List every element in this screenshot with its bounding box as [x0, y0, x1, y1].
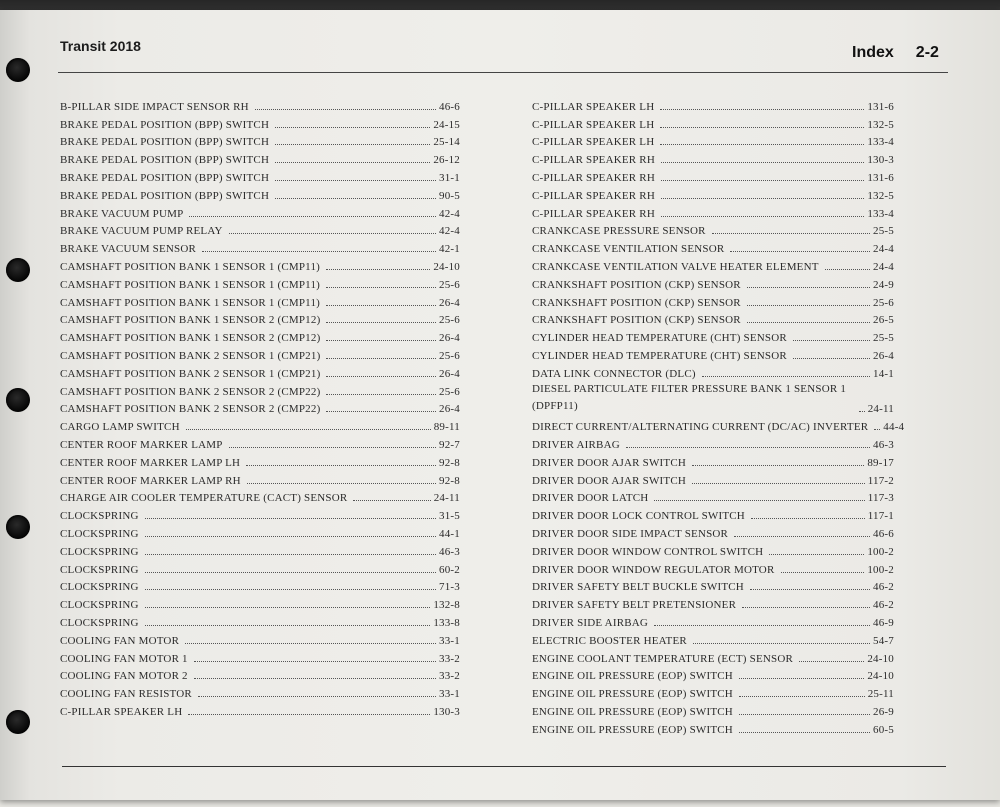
index-entry [60, 611, 460, 629]
index-entry [532, 682, 894, 700]
entry-name: COOLING FAN MOTOR 2 [60, 670, 188, 683]
header-rule [58, 72, 948, 73]
entry-page: 132-5 [867, 189, 894, 202]
entry-name: DRIVER DOOR AJAR SWITCH [532, 474, 687, 487]
index-entry [532, 255, 894, 273]
entry-name: CARGO LAMP SWITCH [60, 421, 180, 434]
entry-name: CYLINDER HEAD TEMPERATURE (CHT) SENSOR [532, 349, 787, 362]
index-entry [60, 362, 460, 380]
entry-name: CAMSHAFT POSITION BANK 1 SENSOR 1 (CMP11) [60, 278, 321, 291]
index-entry [532, 113, 894, 131]
entry-name: DRIVER SAFETY BELT BUCKLE SWITCH [532, 581, 744, 594]
entry-name: BRAKE PEDAL POSITION (BPP) SWITCH [60, 154, 270, 167]
index-entry [532, 237, 894, 255]
dot-leader [229, 447, 436, 448]
entry-page: 25-5 [873, 225, 894, 238]
entry-page: 46-3 [873, 438, 894, 451]
entry-page: 60-2 [439, 563, 460, 576]
entry-name: BRAKE VACUUM PUMP [60, 207, 184, 220]
index-entry [60, 451, 460, 469]
index-entry [532, 166, 894, 184]
index-entry [60, 148, 460, 166]
dot-leader [661, 162, 864, 163]
dot-leader [750, 589, 870, 590]
entry-page: 100-2 [867, 563, 894, 576]
entry-page: 90-5 [439, 189, 460, 202]
entry-page: 31-5 [439, 510, 460, 523]
entry-page: 26-4 [439, 296, 460, 309]
entry-name: CRANKSHAFT POSITION (CKP) SENSOR [532, 296, 741, 309]
index-entry [532, 362, 894, 380]
entry-name: BRAKE PEDAL POSITION (BPP) SWITCH [60, 118, 270, 131]
dot-leader [145, 607, 431, 608]
index-entry [60, 255, 460, 273]
dot-leader [859, 411, 865, 412]
dot-leader [692, 465, 864, 466]
index-entry [532, 309, 894, 327]
section-heading [852, 44, 939, 62]
entry-name: CENTER ROOF MARKER LAMP RH [60, 474, 241, 487]
index-entry [532, 291, 894, 309]
index-entry [60, 647, 460, 665]
dot-leader [626, 447, 870, 448]
entry-name: DRIVER SAFETY BELT PRETENSIONER [532, 599, 737, 612]
dot-leader [654, 625, 870, 626]
entry-name: C-PILLAR SPEAKER LH [532, 136, 655, 149]
dot-leader [781, 572, 865, 573]
dot-leader [194, 661, 436, 662]
entry-name: ENGINE OIL PRESSURE (EOP) SWITCH [532, 723, 733, 736]
entry-page: 24-4 [873, 243, 894, 256]
entry-name: CENTER ROOF MARKER LAMP LH [60, 456, 241, 469]
index-entry [532, 95, 894, 113]
dot-leader [275, 198, 436, 199]
dot-leader [793, 340, 870, 341]
index-entry [60, 700, 460, 718]
entry-name: CLOCKSPRING [60, 563, 139, 576]
entry-name: C-PILLAR SPEAKER RH [532, 189, 655, 202]
index-entry [532, 148, 894, 166]
entry-page: 24-11 [433, 492, 460, 505]
dot-leader [145, 554, 436, 555]
dot-leader [742, 607, 870, 608]
entry-page: 24-10 [867, 652, 894, 665]
binder-hole [6, 515, 30, 539]
entry-page: 117-3 [867, 492, 894, 505]
entry-name: CAMSHAFT POSITION BANK 1 SENSOR 1 (CMP11) [60, 260, 321, 273]
dot-leader [739, 714, 870, 715]
entry-name: ENGINE OIL PRESSURE (EOP) SWITCH [532, 688, 733, 701]
entry-page: 92-8 [439, 456, 460, 469]
index-entry [532, 184, 894, 202]
dot-leader [734, 536, 870, 537]
entry-name: CAMSHAFT POSITION BANK 1 SENSOR 2 (CMP12) [60, 314, 321, 327]
entry-name: DRIVER DOOR LOCK CONTROL SWITCH [532, 510, 745, 523]
entry-name: C-PILLAR SPEAKER LH [60, 705, 183, 718]
entry-page: 132-8 [433, 599, 460, 612]
entry-page: 25-6 [439, 385, 460, 398]
entry-page: 33-1 [439, 688, 460, 701]
dot-leader [326, 340, 436, 341]
dot-leader [275, 144, 430, 145]
index-entry [532, 487, 894, 505]
entry-page: 132-5 [867, 118, 894, 131]
entry-page: 92-8 [439, 474, 460, 487]
entry-page: 26-4 [873, 349, 894, 362]
dot-leader [702, 376, 870, 377]
index-entry [532, 433, 894, 451]
entry-name: CAMSHAFT POSITION BANK 1 SENSOR 2 (CMP12) [60, 332, 321, 345]
dot-leader [326, 411, 436, 412]
index-entry [532, 665, 894, 683]
entry-name: DRIVER AIRBAG [532, 438, 620, 451]
entry-page: 60-5 [873, 723, 894, 736]
dot-leader [326, 269, 430, 270]
dot-leader [202, 251, 436, 252]
dot-leader [145, 589, 436, 590]
entry-name: CYLINDER HEAD TEMPERATURE (CHT) SENSOR [532, 332, 787, 345]
entry-name: CRANKSHAFT POSITION (CKP) SENSOR [532, 314, 741, 327]
index-entry [60, 415, 460, 433]
entry-name: COOLING FAN RESISTOR [60, 688, 192, 701]
entry-page: 46-9 [873, 616, 894, 629]
index-entry [60, 202, 460, 220]
entry-page: 24-15 [433, 118, 460, 131]
entry-page: 46-6 [439, 100, 460, 113]
entry-page: 33-2 [439, 652, 460, 665]
entry-name: DIRECT CURRENT/ALTERNATING CURRENT (DC/AC) INVERTER [532, 421, 869, 434]
entry-name: CENTER ROOF MARKER LAMP [60, 438, 223, 451]
index-entry [532, 647, 894, 665]
dot-leader [145, 518, 436, 519]
entry-name: CAMSHAFT POSITION BANK 2 SENSOR 2 (CMP22) [60, 385, 321, 398]
binder-hole [6, 388, 30, 412]
entry-page: 46-2 [873, 581, 894, 594]
entry-page: 89-17 [867, 456, 894, 469]
index-entry [60, 682, 460, 700]
entry-page: 42-4 [439, 225, 460, 238]
entry-name: CAMSHAFT POSITION BANK 1 SENSOR 1 (CMP11) [60, 296, 321, 309]
entry-name: BRAKE VACUUM SENSOR [60, 243, 197, 256]
entry-name: DRIVER DOOR WINDOW CONTROL SWITCH [532, 545, 764, 558]
entry-page: 133-4 [867, 136, 894, 149]
entry-page: 24-11 [867, 403, 894, 416]
index-entry [60, 487, 460, 505]
entry-name: BRAKE PEDAL POSITION (BPP) SWITCH [60, 189, 270, 202]
entry-name: C-PILLAR SPEAKER RH [532, 207, 655, 220]
dot-leader [660, 144, 864, 145]
entry-page: 44-4 [883, 421, 905, 434]
index-entry [532, 344, 894, 362]
index-entry [60, 522, 460, 540]
entry-page: 26-4 [439, 403, 460, 416]
index-entry [532, 220, 894, 238]
index-entry [532, 202, 894, 220]
index-entry [60, 291, 460, 309]
entry-name: DRIVER DOOR WINDOW REGULATOR MOTOR [532, 563, 775, 576]
dot-leader [654, 500, 864, 501]
dot-leader [326, 394, 436, 395]
entry-name: COOLING FAN MOTOR 1 [60, 652, 188, 665]
dot-leader [799, 661, 864, 662]
entry-name: DRIVER DOOR AJAR SWITCH [532, 456, 687, 469]
entry-page: 26-5 [873, 314, 894, 327]
dot-leader [747, 305, 870, 306]
dot-leader [275, 162, 430, 163]
dot-leader [353, 500, 430, 501]
entry-page: 117-2 [867, 474, 894, 487]
binder-hole [6, 58, 30, 82]
entry-name: CAMSHAFT POSITION BANK 2 SENSOR 1 (CMP21) [60, 367, 321, 380]
dot-leader [661, 198, 864, 199]
entry-page: 31-1 [439, 171, 460, 184]
index-entry [532, 451, 894, 469]
index-entry [532, 540, 894, 558]
index-entry [60, 113, 460, 131]
dot-leader [747, 287, 870, 288]
entry-page: 44-1 [439, 527, 460, 540]
entry-name: CAMSHAFT POSITION BANK 2 SENSOR 1 (CMP21) [60, 349, 321, 362]
index-entry [60, 469, 460, 487]
entry-name: C-PILLAR SPEAKER LH [532, 118, 655, 131]
entry-page: 26-4 [439, 367, 460, 380]
dot-leader [145, 625, 431, 626]
entry-name: ENGINE OIL PRESSURE (EOP) SWITCH [532, 670, 733, 683]
entry-name: BRAKE VACUUM PUMP RELAY [60, 225, 223, 238]
entry-page: 25-6 [873, 296, 894, 309]
index-entry [532, 380, 894, 416]
entry-name: CRANKSHAFT POSITION (CKP) SENSOR [532, 278, 741, 291]
dot-leader [186, 429, 431, 430]
dot-leader [229, 233, 436, 234]
dot-leader [326, 322, 436, 323]
dot-leader [874, 429, 880, 430]
index-entry [60, 398, 460, 416]
index-entry [60, 433, 460, 451]
index-page [0, 10, 1000, 800]
index-entry [60, 220, 460, 238]
index-entry [532, 273, 894, 291]
dot-leader [326, 305, 436, 306]
index-entry [60, 629, 460, 647]
entry-name: ELECTRIC BOOSTER HEATER [532, 634, 687, 647]
index-entry [532, 629, 894, 647]
entry-name: BRAKE PEDAL POSITION (BPP) SWITCH [60, 136, 270, 149]
entry-page: 42-1 [439, 243, 460, 256]
index-entry [532, 611, 894, 629]
entry-page: 14-1 [873, 367, 894, 380]
dot-leader [769, 554, 864, 555]
entry-page: 42-4 [439, 207, 460, 220]
dot-leader [145, 572, 436, 573]
dot-leader [693, 643, 870, 644]
entry-name: CHARGE AIR COOLER TEMPERATURE (CACT) SENSOR [60, 492, 348, 505]
entry-name: C-PILLAR SPEAKER RH [532, 154, 655, 167]
entry-page: 25-5 [873, 332, 894, 345]
binder-hole [6, 258, 30, 282]
entry-page: 24-4 [873, 260, 894, 273]
entry-name: CRANKCASE PRESSURE SENSOR [532, 225, 706, 238]
dot-leader [793, 358, 870, 359]
dot-leader [255, 109, 436, 110]
index-entry [532, 593, 894, 611]
entry-page: 117-1 [867, 510, 894, 523]
entry-name: DRIVER DOOR LATCH [532, 492, 649, 505]
index-entry [60, 576, 460, 594]
dot-leader [692, 483, 865, 484]
entry-name: BRAKE PEDAL POSITION (BPP) SWITCH [60, 171, 270, 184]
section-number: 2-2 [915, 44, 939, 61]
index-entry [60, 380, 460, 398]
entry-page: 25-6 [439, 314, 460, 327]
entry-name: CLOCKSPRING [60, 599, 139, 612]
index-column-left [60, 95, 460, 718]
dot-leader [739, 732, 870, 733]
entry-page: 26-9 [873, 705, 894, 718]
section-title: Index [852, 44, 894, 61]
dot-leader [730, 251, 870, 252]
index-entry [60, 593, 460, 611]
entry-name: ENGINE OIL PRESSURE (EOP) SWITCH [532, 705, 733, 718]
entry-name: CLOCKSPRING [60, 545, 139, 558]
entry-page: 25-14 [433, 136, 460, 149]
index-entry [532, 504, 894, 522]
entry-page: 33-2 [439, 670, 460, 683]
dot-leader [661, 216, 864, 217]
entry-page: 54-7 [873, 634, 894, 647]
entry-page: 71-3 [439, 581, 460, 594]
entry-page: 24-10 [433, 260, 460, 273]
index-entry [60, 344, 460, 362]
entry-name: C-PILLAR SPEAKER RH [532, 171, 655, 184]
entry-name: ENGINE COOLANT TEMPERATURE (ECT) SENSOR [532, 652, 794, 665]
dot-leader [247, 483, 436, 484]
entry-page: 25-11 [867, 688, 894, 701]
index-entry [532, 558, 894, 576]
binder-hole [6, 710, 30, 734]
dot-leader [275, 127, 430, 128]
document-title: Transit 2018 [60, 38, 141, 54]
index-entry [532, 469, 894, 487]
entry-name: CLOCKSPRING [60, 527, 139, 540]
entry-page: 25-6 [439, 278, 460, 291]
dot-leader [185, 643, 436, 644]
entry-page: 26-12 [433, 154, 460, 167]
dot-leader [326, 358, 436, 359]
index-entry [532, 131, 894, 149]
entry-page: 92-7 [439, 438, 460, 451]
entry-name: DATA LINK CONNECTOR (DLC) [532, 367, 696, 380]
entry-page: 25-6 [439, 349, 460, 362]
dot-leader [189, 216, 436, 217]
entry-page: 131-6 [867, 171, 894, 184]
dot-leader [825, 269, 870, 270]
entry-page: 46-2 [873, 599, 894, 612]
entry-page: 131-6 [867, 100, 894, 113]
dot-leader [661, 180, 864, 181]
index-entry [60, 184, 460, 202]
entry-name: CRANKCASE VENTILATION SENSOR [532, 243, 725, 256]
dot-leader [660, 127, 864, 128]
index-entry [60, 273, 460, 291]
dot-leader [326, 376, 436, 377]
entry-page: 24-10 [867, 670, 894, 683]
entry-page: 133-8 [433, 616, 460, 629]
entry-name: CLOCKSPRING [60, 616, 139, 629]
index-entry [60, 540, 460, 558]
entry-page: 33-1 [439, 634, 460, 647]
dot-leader [326, 287, 436, 288]
index-entry [60, 131, 460, 149]
entry-page: 130-3 [867, 154, 894, 167]
index-entry [60, 309, 460, 327]
dot-leader [747, 322, 870, 323]
dot-leader [194, 678, 436, 679]
entry-page: 46-3 [439, 545, 460, 558]
entry-page: 26-4 [439, 332, 460, 345]
dot-leader [246, 465, 436, 466]
dot-leader [739, 678, 864, 679]
entry-name: CLOCKSPRING [60, 581, 139, 594]
entry-name: DRIVER DOOR SIDE IMPACT SENSOR [532, 527, 729, 540]
dot-leader [739, 696, 865, 697]
entry-name: B-PILLAR SIDE IMPACT SENSOR RH [60, 100, 249, 113]
index-entry [532, 326, 894, 344]
footer-rule [62, 766, 946, 767]
index-entry [60, 504, 460, 522]
index-entry [60, 665, 460, 683]
dot-leader [660, 109, 864, 110]
index-entry [532, 522, 894, 540]
dot-leader [145, 536, 436, 537]
entry-name: CRANKCASE VENTILATION VALVE HEATER ELEMENT [532, 260, 819, 273]
dot-leader [712, 233, 870, 234]
entry-page: 100-2 [867, 545, 894, 558]
entry-name: CLOCKSPRING [60, 510, 139, 523]
index-entry [60, 237, 460, 255]
entry-name: CAMSHAFT POSITION BANK 2 SENSOR 2 (CMP22) [60, 403, 321, 416]
index-entry [60, 95, 460, 113]
index-entry [532, 576, 894, 594]
dot-leader [275, 180, 436, 181]
entry-page: 24-9 [873, 278, 894, 291]
index-column-right [532, 95, 905, 736]
entry-name: C-PILLAR SPEAKER LH [532, 100, 655, 113]
entry-name: COOLING FAN MOTOR [60, 634, 180, 647]
entry-page: 46-6 [873, 527, 894, 540]
index-entry [532, 718, 894, 736]
entry-name: DRIVER SIDE AIRBAG [532, 616, 649, 629]
entry-page: 130-3 [433, 705, 460, 718]
entry-name: DIESEL PARTICULATE FILTER PRESSURE BANK 1 SENSOR 1 (DPFP11) [532, 383, 847, 413]
dot-leader [198, 696, 436, 697]
entry-page: 133-4 [867, 207, 894, 220]
entry-page: 89-11 [433, 421, 460, 434]
index-entry [532, 700, 894, 718]
index-entry [532, 415, 905, 434]
dot-leader [751, 518, 865, 519]
index-entry [60, 558, 460, 576]
dot-leader [188, 714, 430, 715]
index-entry [60, 326, 460, 344]
index-entry [60, 166, 460, 184]
